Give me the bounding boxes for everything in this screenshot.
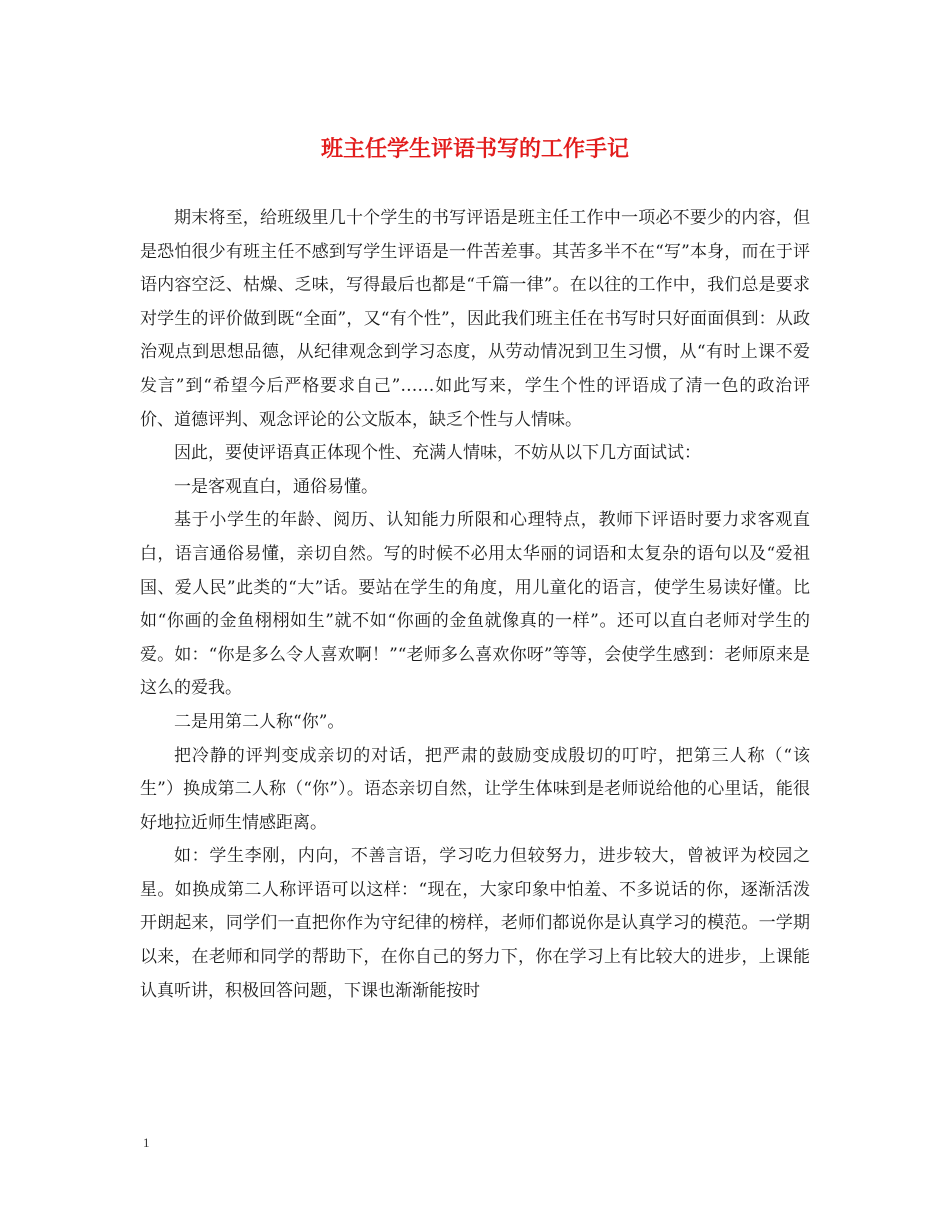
paragraph: 如：学生李刚，内向，不善言语，学习吃力但较努力，进步较大，曾被评为校园之星。如换成第二人称评语可以这样：“现在，大家印象中怕羞、不多说话的你，逐渐活泼开朗起来，同学们一直把你作为守纪律的榜样，老师们都说你是认真学习的模范。一学期以来，在老师和同学的帮助下，在你自己的努力下，你在学习上有比较大的进步，上课能认真听讲，积极回答问题，下课也渐渐能按时 [140, 846, 810, 1001]
section-heading: 一是客观直白，通俗易懂。 [174, 476, 378, 497]
section-heading: 二是用第二人称“你”。 [174, 711, 345, 732]
document-title: 班主任学生评语书写的工作手记 [320, 136, 629, 162]
paragraph: 把冷静的评判变成亲切的对话，把严肃的鼓励变成殷切的叮咛，把第三人称（“该生”）换成第二人称（“你”）。语态亲切自然，让学生体味到是老师说给他的心里话，能很好地拉近师生情感距离。 [140, 745, 810, 833]
paragraph: 基于小学生的年龄、阅历、认知能力所限和心理特点，教师下评语时要力求客观直白，语言通俗易懂，亲切自然。写的时候不必用太华丽的词语和太复杂的语句以及“爱祖国、爱人民”此类的“大”话。要站在学生的角度，用儿童化的语言，使学生易读好懂。比如“你画的金鱼栩栩如生”就不如“你画的金鱼就像真的一样”。还可以直白老师对学生的爱。如：“你是多么令人喜欢啊！”“老师多么喜欢你呀”等等，会使学生感到：老师原来是这么的爱我。 [140, 510, 810, 699]
paragraph: 因此，要使评语真正体现个性、充满人情味，不妨从以下几方面试试： [174, 443, 701, 464]
page-number: 1 [143, 1135, 150, 1150]
document-body [140, 202, 810, 1008]
paragraph: 期末将至，给班级里几十个学生的书写评语是班主任工作中一项必不要少的内容，但是恐怕很少有班主任不感到写学生评语是一件苦差事。其苦多半不在“写”本身，而在于评语内容空泛、枯燥、乏味，写得最后也都是“千篇一律”。在以往的工作中，我们总是要求对学生的评价做到既“全面”，又“有个性”，因此我们班主任在书写时只好面面俱到：从政治观点到思想品德，从纪律观念到学习态度，从劳动情况到卫生习惯，从“有时上课不爱发言”到“希望今后严格要求自己”……如此写来，学生个性的评语成了清一色的政治评价、道德评判、观念评论的公文版本，缺乏个性与人情味。 [140, 208, 810, 430]
